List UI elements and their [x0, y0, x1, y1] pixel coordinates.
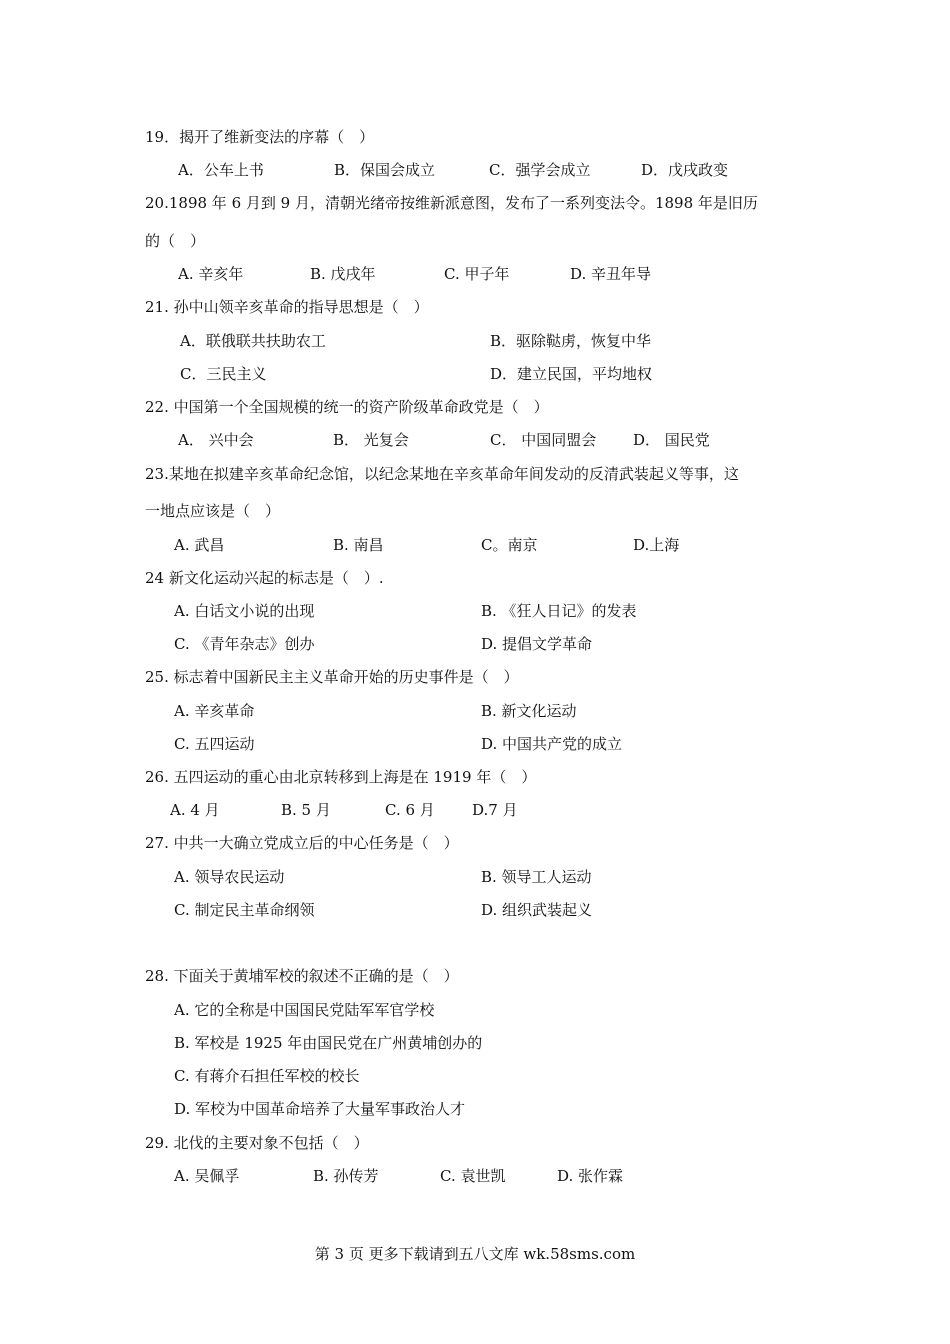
question-23-option-d: D.上海	[633, 536, 680, 554]
question-26-option-a: A. 4 月	[170, 801, 220, 819]
question-28-option-d: D. 军校为中国革命培养了大量军事政治人才	[174, 1100, 466, 1118]
question-22-option-a: A． 兴中会	[178, 431, 254, 449]
question-21-stem: 21. 孙中山领辛亥革命的指导思想是（ ）	[145, 298, 429, 316]
question-20-option-a: A. 辛亥年	[178, 265, 244, 283]
question-25-option-c: C. 五四运动	[174, 735, 255, 753]
question-23-option-a: A. 武昌	[174, 536, 225, 554]
question-23-option-c: C。南京	[481, 536, 538, 554]
question-22-option-c: C． 中国同盟会	[490, 431, 597, 449]
question-24-option-a: A. 白话文小说的出现	[174, 602, 315, 620]
question-29-option-c: C. 袁世凯	[440, 1167, 506, 1185]
question-24-option-c: C. 《青年杂志》创办	[174, 635, 315, 653]
question-29-option-d: D. 张作霖	[557, 1167, 624, 1185]
question-26-stem: 26. 五四运动的重心由北京转移到上海是在 1919 年（ ）	[145, 768, 537, 786]
question-23-stem-line2: 一地点应该是（ ）	[145, 502, 281, 520]
question-19-stem: 19．揭开了维新变法的序幕（ ）	[145, 128, 375, 146]
question-20-option-c: C. 甲子年	[444, 265, 510, 283]
question-23-option-b: B. 南昌	[333, 536, 384, 554]
question-21-option-a: A．联俄联共扶助农工	[180, 332, 326, 350]
question-24-option-d: D. 提倡文学革命	[481, 635, 593, 653]
question-21-option-b: B．驱除鞑虏，恢复中华	[490, 332, 652, 350]
question-29-option-a: A. 吴佩孚	[174, 1167, 240, 1185]
question-27-stem: 27. 中共一大确立党成立后的中心任务是（ ）	[145, 834, 459, 852]
question-26-option-c: C. 6 月	[385, 801, 435, 819]
question-29-stem: 29. 北伐的主要对象不包括（ ）	[145, 1134, 369, 1152]
question-28-stem: 28. 下面关于黄埔军校的叙述不正确的是（ ）	[145, 967, 459, 985]
question-22-stem: 22. 中国第一个全国规模的统一的资产阶级革命政党是（ ）	[145, 398, 549, 416]
question-20-stem-line1: 20.1898 年 6 月到 9 月，清朝光绪帝按维新派意图，发布了一系列变法令。1898 年是旧历	[145, 194, 758, 212]
question-19-option-a: A．公车上书	[178, 161, 264, 179]
question-27-option-c: C. 制定民主革命纲领	[174, 901, 315, 919]
question-25-stem: 25. 标志着中国新民主主义革命开始的历史事件是（ ）	[145, 668, 519, 686]
question-25-option-d: D. 中国共产党的成立	[481, 735, 623, 753]
question-26-option-b: B. 5 月	[281, 801, 331, 819]
question-27-option-b: B. 领导工人运动	[481, 868, 592, 886]
question-24-stem: 24 新文化运动兴起的标志是（ ）.	[145, 569, 384, 587]
question-27-option-a: A. 领导农民运动	[174, 868, 285, 886]
question-19-option-c: C．强学会成立	[489, 161, 591, 179]
page-footer: 第 3 页 更多下载请到五八文库 wk.58sms.com	[314, 1245, 636, 1263]
question-27-option-d: D. 组织武装起义	[481, 901, 593, 919]
question-20-stem-line2: 的（ ）	[145, 232, 206, 250]
question-20-option-d: D. 辛丑年导	[570, 265, 652, 283]
question-21-option-d: D．建立民国，平均地权	[490, 365, 653, 383]
question-19-option-d: D．戊戌政变	[641, 161, 729, 179]
question-20-option-b: B. 戊戌年	[310, 265, 376, 283]
question-22-option-d: D． 国民党	[633, 431, 710, 449]
question-22-option-b: B． 光复会	[333, 431, 409, 449]
question-28-option-b: B. 军校是 1925 年由国民党在广州黄埔创办的	[174, 1034, 483, 1052]
question-19-option-b: B．保国会成立	[334, 161, 436, 179]
question-29-option-b: B. 孙传芳	[313, 1167, 379, 1185]
question-25-option-b: B. 新文化运动	[481, 702, 577, 720]
question-28-option-c: C. 有蒋介石担任军校的校长	[174, 1067, 360, 1085]
question-23-stem-line1: 23.某地在拟建辛亥革命纪念馆，以纪念某地在辛亥革命年间发动的反清武装起义等事，这	[145, 465, 739, 483]
question-28-option-a: A. 它的全称是中国国民党陆军军官学校	[174, 1001, 435, 1019]
question-25-option-a: A. 辛亥革命	[174, 702, 255, 720]
question-21-option-c: C．三民主义	[180, 365, 267, 383]
question-24-option-b: B. 《狂人日记》的发表	[481, 602, 637, 620]
question-26-option-d: D.7 月	[472, 801, 518, 819]
